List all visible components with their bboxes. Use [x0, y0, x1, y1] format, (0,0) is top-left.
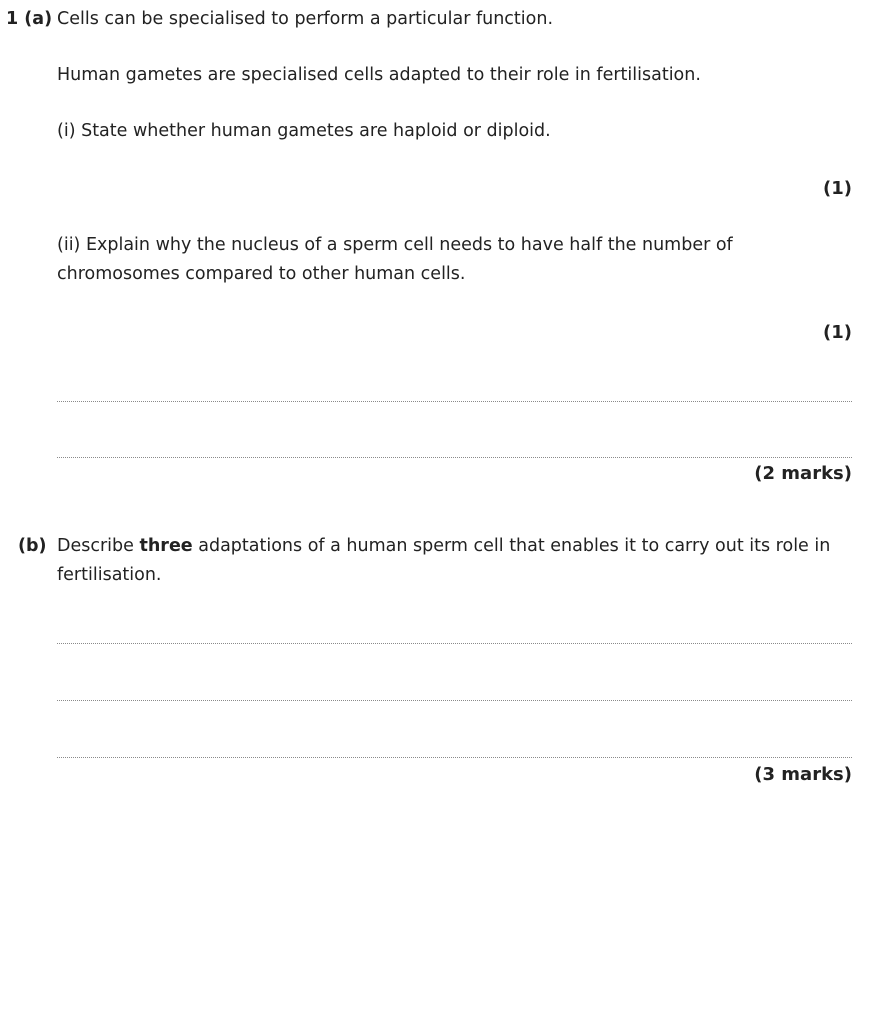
answer-line[interactable] — [57, 457, 852, 458]
question-1b-text-line1 — [57, 532, 830, 561]
part-ii-text-line2: chromosomes compared to other human cells. — [57, 264, 466, 284]
part-ii-text-line1: (ii) Explain why the nucleus of a sperm cell needs to have half the number of — [57, 235, 733, 255]
text-before: Describe — [57, 536, 140, 556]
question-1b-text-line2: fertilisation. — [57, 565, 162, 585]
part-i-text: (i) State whether human gametes are haploid or diploid. — [57, 121, 551, 141]
question-context: Human gametes are specialised cells adapted to their role in fertilisation. — [57, 65, 701, 85]
question-intro: Cells can be specialised to perform a particular function. — [57, 9, 554, 29]
answer-line[interactable] — [57, 700, 852, 701]
emphasis-three: three — [139, 536, 193, 556]
text-after: adaptations of a human sperm cell that enables it to carry out its role in — [192, 536, 831, 556]
part-i-marks: (1) — [823, 178, 852, 199]
question-number: (b) — [18, 536, 47, 556]
answer-line[interactable] — [57, 643, 852, 644]
question-1b-total-marks: (3 marks) — [754, 764, 852, 785]
part-ii-marks: (1) — [823, 322, 852, 343]
answer-line[interactable] — [57, 401, 852, 402]
question-1a-total-marks: (2 marks) — [754, 463, 852, 484]
question-number: 1 (a) — [6, 9, 53, 29]
answer-line[interactable] — [57, 757, 852, 758]
